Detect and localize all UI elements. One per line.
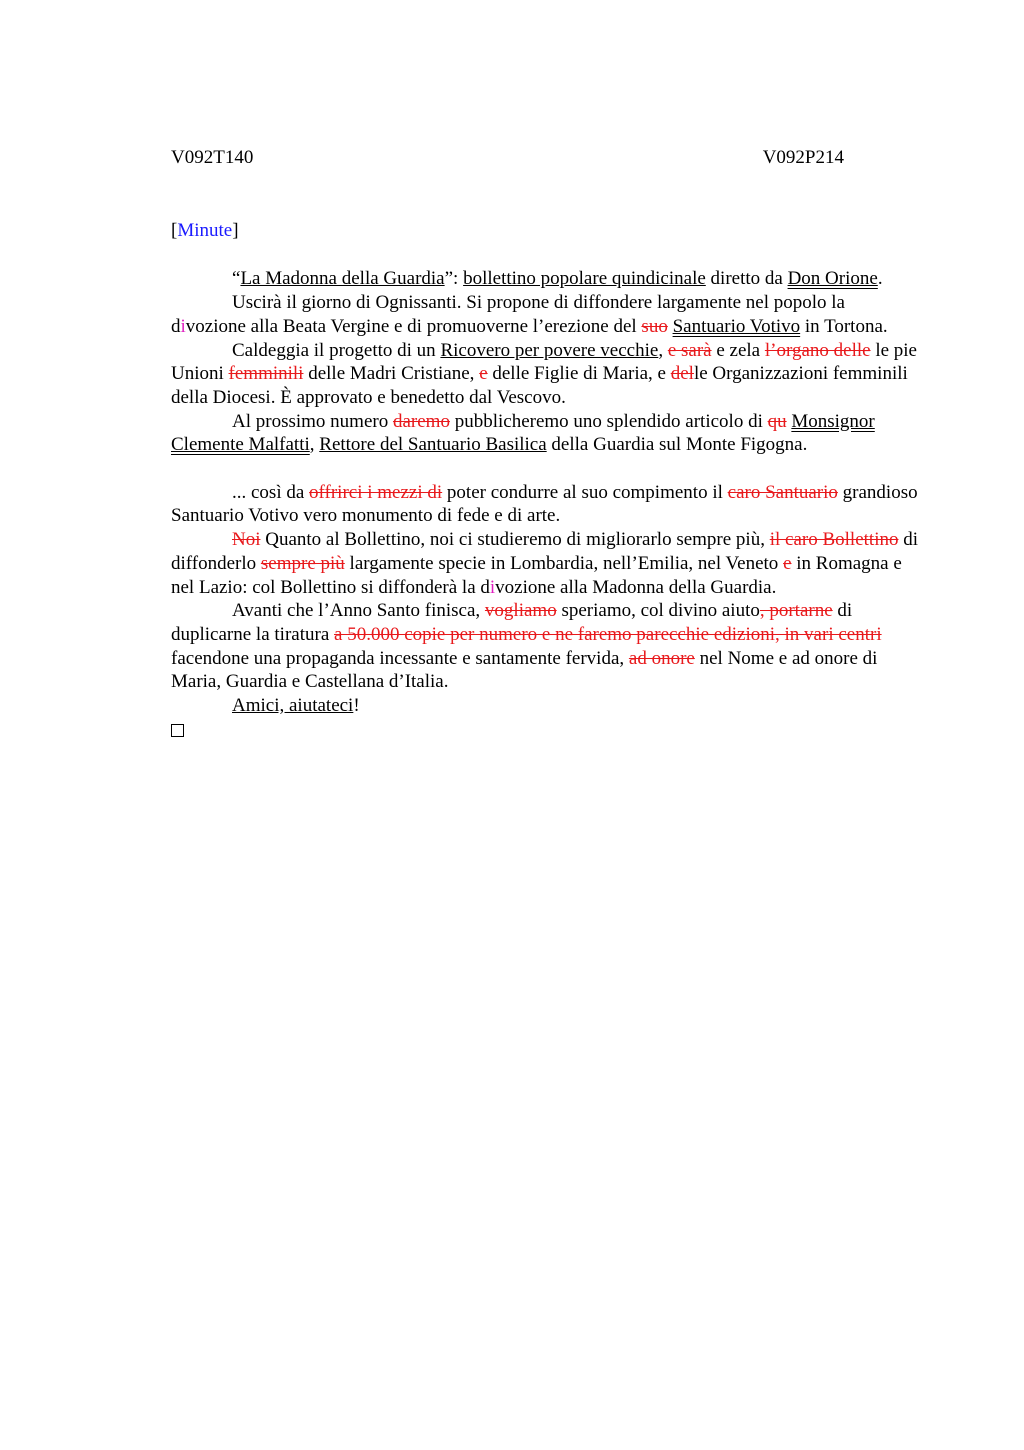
paragraph-1: “La Madonna della Guardia”: bollettino popolare quindicinale diretto da Don Orione. xyxy=(232,268,883,290)
document-code-right: V092P214 xyxy=(762,147,844,168)
paragraph-3: Caldeggia il progetto di un Ricovero per povere vecchie, e sarà e zela l’organo delle le pie Unioni femminili delle Madri Cristiane, e delle Figlie di Maria, e delle Organizzazioni femminili della Diocesi. È approvato e benedetto dal Vescovo. xyxy=(171,339,917,408)
paragraph-2: Uscirà il giorno di Ognissanti. Si propone di diffondere largamente nel popolo la divozione alla Beata Vergine e di promuoverne l’erezione del suo Santuario Votivo in Tortona. xyxy=(171,292,888,337)
paragraph-8: Amici, aiutateci! xyxy=(232,695,360,717)
document-page xyxy=(171,146,921,743)
square-icon xyxy=(171,724,184,737)
document-header xyxy=(171,146,844,170)
document-code-left: V092T140 xyxy=(171,147,254,168)
section-label: [Minute] xyxy=(171,219,239,241)
document-body xyxy=(171,267,921,743)
paragraph-4: Al prossimo numero daremo pubblicheremo uno splendido articolo di qu Monsignor Clemente Malfatti, Rettore del Santuario Basilica della Guardia sul Monte Figogna. xyxy=(171,410,875,456)
minute-link[interactable]: Minute xyxy=(177,219,233,241)
paragraph-6: Noi Quanto al Bollettino, noi ci studieremo di migliorarlo sempre più, il caro Bollettino di diffonderlo sempre più largamente specie in Lombardia, nell’Emilia, nel Veneto e in Romagna e nel Lazio: col Bollettino si diffonderà la divozione alla Madonna della Guardia. xyxy=(171,529,919,598)
paragraph-7: Avanti che l’Anno Santo finisca, vogliamo speriamo, col divino aiuto, portarne di duplicarne la tiratura a 50.000 copie per numero e ne faremo parecchie edizioni, in vari centri facendone una propaganda incessante e santamente fervida, ad onore nel Nome e ad onore di Maria, Guardia e Castellana d’Italia. xyxy=(171,600,882,693)
paragraph-5: ... così da offrirci i mezzi di poter condurre al suo compimento il caro Santuario grandioso Santuario Votivo vero monumento di fede e di arte. xyxy=(171,481,918,527)
paragraph-separator xyxy=(171,457,921,481)
end-marker-box xyxy=(171,718,921,744)
